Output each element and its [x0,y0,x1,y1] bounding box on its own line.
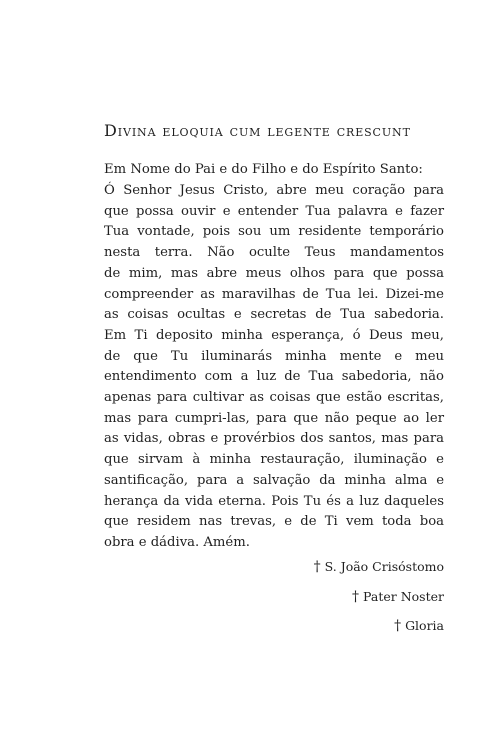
prayer-line: obra e dádiva. Amém. [104,534,250,550]
prayer-line: as coisas ocultas e secretas de Tua sabedoria. [104,307,444,323]
prayer-line: apenas para cultivar as coisas que estão escritas, [104,390,444,406]
invocation-line: Em Nome do Pai e do Filho e do Espírito Santo: [104,162,423,177]
cross-icon: † [313,559,321,575]
prayer-line: as vidas, obras e provérbios dos santos, mas para [104,431,444,447]
prayer-line: santificação, para a salvação da minha alma e [104,472,444,488]
prayer-line: mas para cumpri-las, para que não peque ao ler [104,410,444,426]
cross-icon: † [352,589,360,605]
prayer-line: que sirvam à minha restauração, iluminação e [104,452,444,468]
signature-text: S. João Crisóstomo [324,559,444,574]
prayer-line: Tua vontade, pois sou um residente temporário [104,224,444,240]
prayer-line: Em Ti deposito minha esperança, ó Deus meu, [104,327,444,343]
prayer-line: entendimento com a luz de Tua sabedoria, não [104,369,444,385]
signature-text: Pater Noster [363,589,444,604]
prayer-line: Ó Senhor Jesus Cristo, abre meu coração para [104,183,444,198]
signature-gloria [394,618,444,634]
prayer-line: nesta terra. Não oculte Teus mandamentos [104,245,444,261]
signature-pater-noster [352,589,444,605]
prayer-line: que possa ouvir e entender Tua palavra e fazer [104,203,444,219]
prayer-line: herança da vida eterna. Pois Tu és a luz daqueles [104,493,444,509]
prayer-line: de que Tu iluminarás minha mente e meu [104,348,444,364]
prayer-line: de mim, mas abre meus olhos para que possa [104,265,444,281]
signature-chrysostom [314,559,444,575]
prayer-heading: Divina eloquia cum legente crescunt [104,121,411,140]
cross-icon: † [394,618,402,634]
signature-text: Gloria [405,618,444,633]
prayer-line: compreender as maravilhas de Tua lei. Dizei-me [104,286,444,302]
prayer-body [104,181,444,554]
prayer-line: que residem nas trevas, e de Ti vem toda boa [104,514,444,530]
